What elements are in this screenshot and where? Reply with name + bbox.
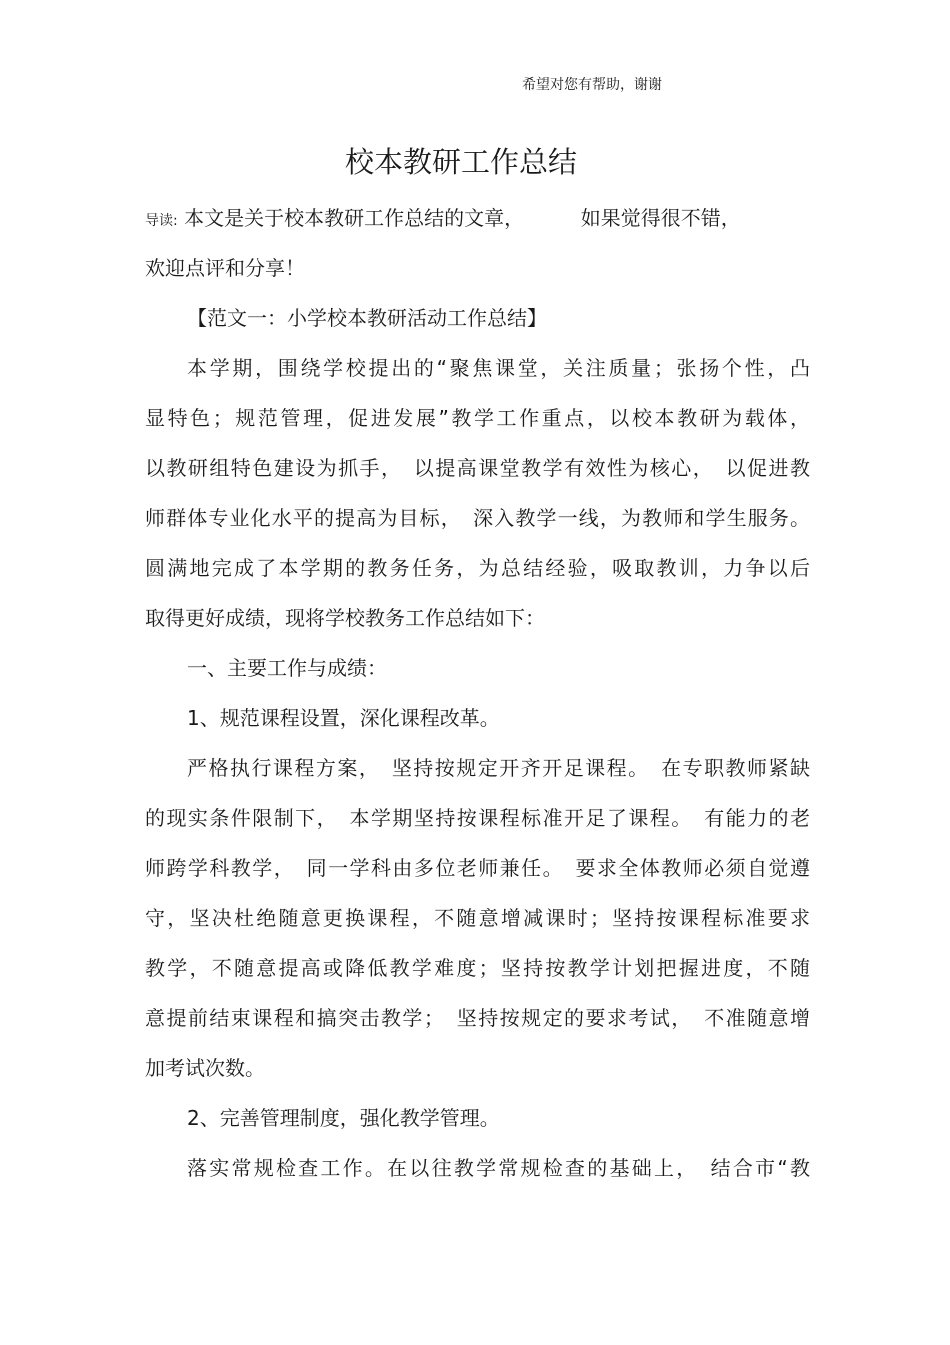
body-line: 落实常规检查工作。在以往教学常规检查的基础上， 结合市“教 [187,1156,810,1180]
intro-text-a: 本文是关于校本教研工作总结的文章， [184,206,525,230]
body-line: 加考试次数。 [145,1056,265,1080]
body-line: 本学期，围绕学校提出的“聚焦课堂，关注质量；张扬个性，凸 [187,356,810,380]
header-note: 希望对您有帮助，谢谢 [522,77,662,93]
paragraph-lines [145,293,810,1193]
document-title: 校本教研工作总结 [344,145,577,179]
intro-line-1 [145,193,810,243]
body-line: 教学，不随意提高或降低教学难度；坚持按教学计划把握进度，不随 [145,956,810,980]
body-line: 【范文一：小学校本教研活动工作总结】 [187,306,547,330]
intro-text-b: 如果觉得很不错， [580,206,741,230]
body-line: 的现实条件限制下， 本学期坚持按课程标准开足了课程。 有能力的老 [145,806,810,830]
body-line: 师跨学科教学， 同一学科由多位老师兼任。 要求全体教师必须自觉遵 [145,856,810,880]
body-line: 严格执行课程方案， 坚持按规定开齐开足课程。 在专职教师紧缺 [187,756,810,780]
intro-line-2: 欢迎点评和分享！ [145,256,305,280]
body-line: 显特色；规范管理，促进发展”教学工作重点，以校本教研为载体， [145,406,810,430]
body-line: 圆满地完成了本学期的教务任务，为总结经验，吸取教训，力争以后 [145,556,810,580]
body-line: 意提前结束课程和搞突击教学； 坚持按规定的要求考试， 不准随意增 [145,1006,810,1030]
body-line: 守，坚决杜绝随意更换课程，不随意增减课时；坚持按课程标准要求 [145,906,810,930]
intro-label: 导读: [145,213,178,229]
body-line: 取得更好成绩，现将学校教务工作总结如下： [145,606,545,630]
body-line: 师群体专业化水平的提高为目标， 深入教学一线，为教师和学生服务。 [145,506,810,530]
document-body [145,193,810,1193]
body-line: 以教研组特色建设为抓手， 以提高课堂教学有效性为核心， 以促进教 [145,456,810,480]
body-line: 2、完善管理制度，强化教学管理。 [187,1106,500,1130]
body-line: 1、规范课程设置，深化课程改革。 [187,706,500,730]
body-line: 一、主要工作与成绩： [187,656,387,680]
